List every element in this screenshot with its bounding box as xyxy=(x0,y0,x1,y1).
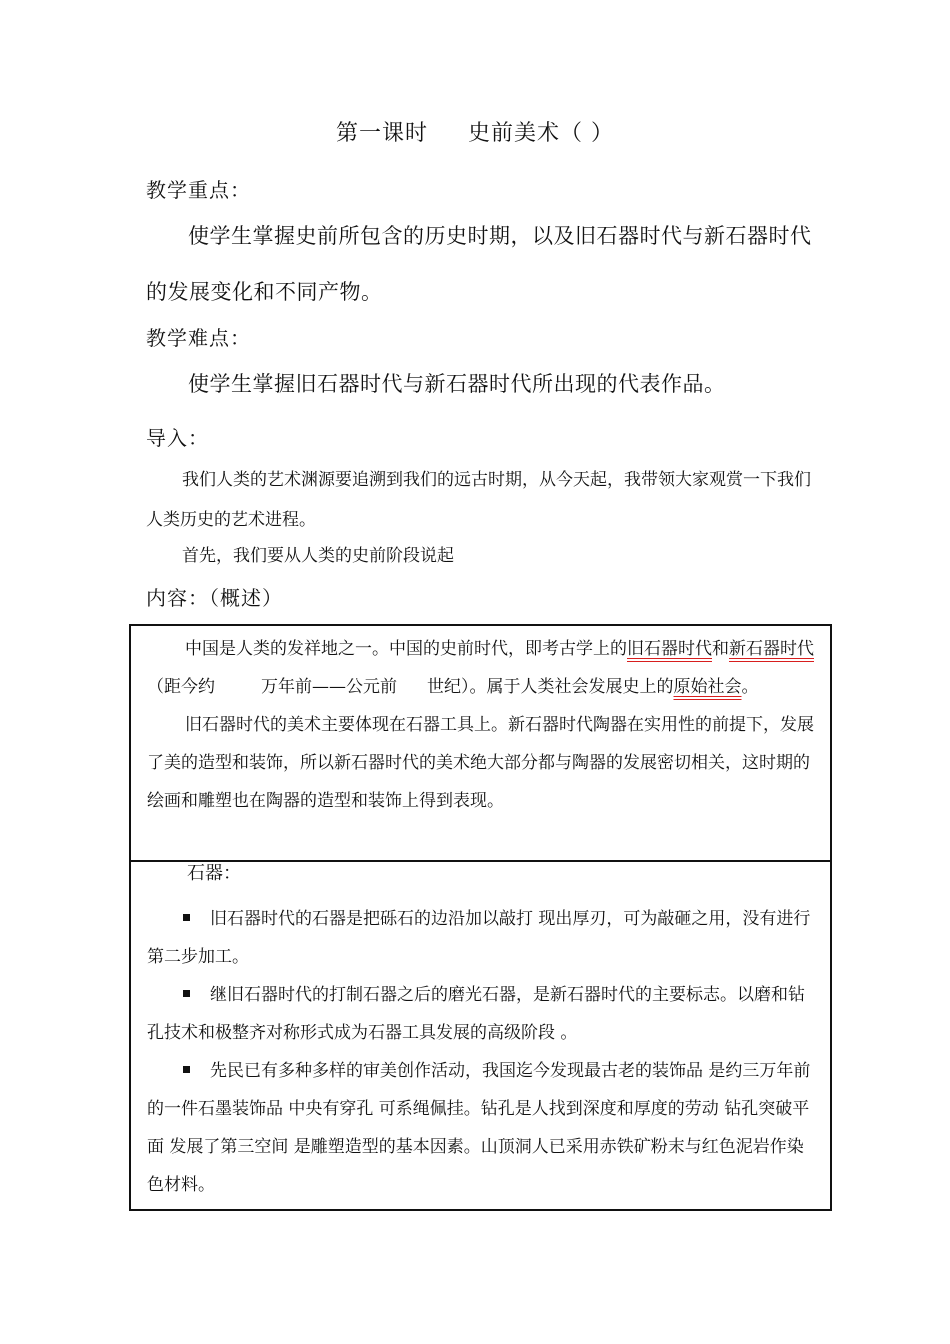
title-lesson: 第一课时 xyxy=(335,121,428,146)
list-item: 先民已有多种多样的审美创作活动，我国迄今发现最古老的装饰品 是约三万年前的一件石墨装饰品 中央有穿孔 可系绳佩挂。钻孔是人找到深度和厚度的劳动 钻孔突破平面 发展了第三空间 是雕塑造型的基本因素。山顶洞人已采用赤铁矿粉末与红色泥岩作染色材料。 xyxy=(147,1061,811,1195)
stone-tools-box xyxy=(129,860,832,1211)
intro-heading: 导入： xyxy=(146,426,209,450)
key-points-heading: 教学重点： xyxy=(146,178,251,202)
bullet-square-icon xyxy=(183,914,190,921)
title-topic: 史前美术（ ） xyxy=(468,121,614,146)
bullet-square-icon xyxy=(183,990,190,997)
list-item: 旧石器时代的石器是把砾石的边沿加以敲打 现出厚刃，可为敲砸之用，没有进行第二步加工。 xyxy=(147,909,811,967)
difficulty-text: 使学生掌握旧石器时代与新石器时代所出现的代表作品。 xyxy=(188,372,726,396)
intro-paragraph-2: 首先，我们要从人类的史前阶段说起 xyxy=(182,546,454,566)
page-title xyxy=(0,116,950,147)
difficulty-heading: 教学难点： xyxy=(146,326,251,350)
term-primitive-society: 原始社会 xyxy=(673,677,742,697)
content-heading: 内容：（概述） xyxy=(146,586,283,610)
bullet-square-icon xyxy=(183,1066,190,1073)
stone-tools-heading: 石器： xyxy=(187,863,241,884)
term-paleolithic: 旧石器时代 xyxy=(627,639,712,659)
term-neolithic: 新石器时代 xyxy=(729,639,814,659)
list-item: 继旧石器时代的打制石器之后的磨光石器，是新石器时代的主要标志。以磨和钻孔技术和极整齐对称形式成为石器工具发展的高级阶段 。 xyxy=(147,985,805,1043)
overview-paragraph-2: 旧石器时代的美术主要体现在石器工具上。新石器时代陶器在实用性的前提下，发展了美的造型和装饰，所以新石器时代的美术绝大部分都与陶器的发展密切相关，这时期的绘画和雕塑也在陶器的造型和装饰上得到表现。 xyxy=(147,715,814,811)
key-points-text: 使学生掌握史前所包含的历史时期，以及旧石器时代与新石器时代的发展变化和不同产物。 xyxy=(146,224,812,304)
intro-paragraph-1: 我们人类的艺术渊源要追溯到我们的远古时期，从今天起，我带领大家观赏一下我们人类历史的艺术进程。 xyxy=(146,470,811,530)
overview-paragraph-1: 中国是人类的发祥地之一。中国的史前时代，即考古学上的旧石器时代和新石器时代（距今约 万年前——公元前 世纪）。属于人类社会发展史上的原始社会。 xyxy=(147,639,814,697)
overview-box xyxy=(129,624,832,862)
